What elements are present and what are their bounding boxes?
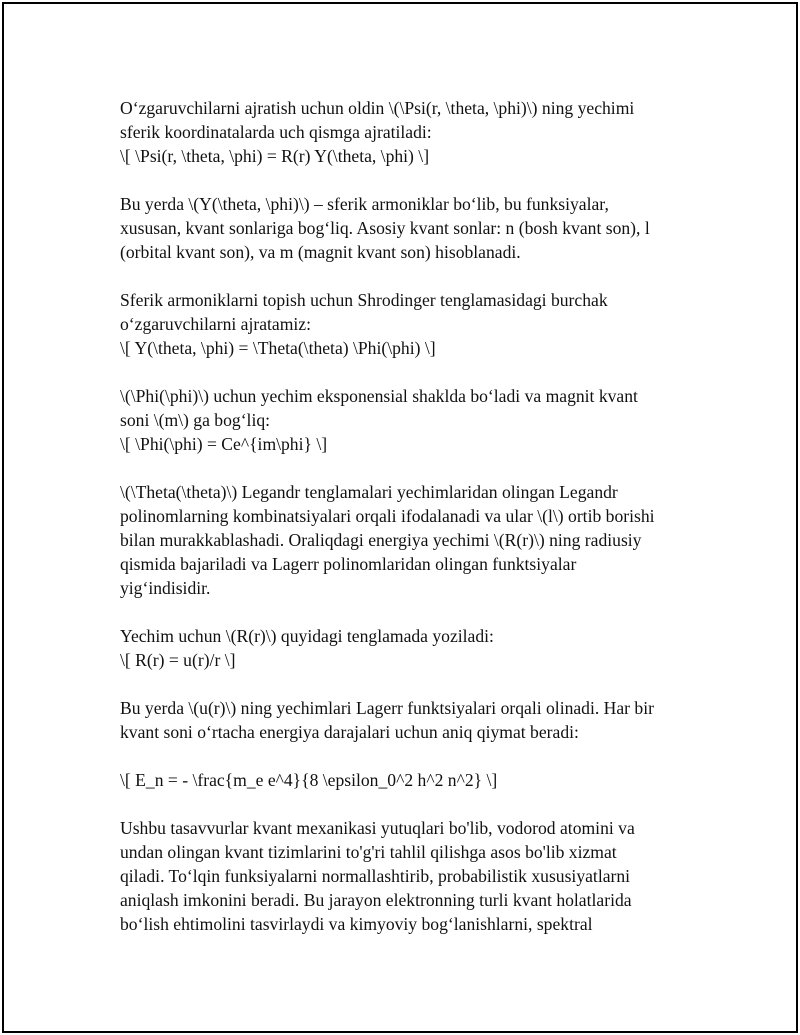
paragraph-energy-equation — [120, 768, 692, 792]
paragraph-spherical-harmonics — [120, 192, 692, 264]
equation-line: \[ Y(\theta, \phi) = \Theta(\theta) \Phi(\phi) \] — [120, 338, 436, 358]
text-line: \(\Theta(\theta)\) Legandr tenglamalari yechimlaridan olingan Legandr — [120, 482, 618, 502]
text-line: O‘zgaruvchilarni ajratish uchun oldin \(\Psi(r, \theta, \phi)\) ning yechimi — [120, 98, 635, 118]
text-line: bilan murakkablashadi. Oraliqdagi energiya yechimi \(R(r)\) ning radiusiy — [120, 530, 642, 550]
text-line: yig‘indisidir. — [120, 578, 211, 598]
text-line: (orbital kvant son), va m (magnit kvant son) hisoblanadi. — [120, 242, 521, 262]
paragraph-lagerr-functions — [120, 696, 692, 744]
text-line: o‘zgaruvchilarni ajratamiz: — [120, 314, 311, 334]
paragraph-angular-separation — [120, 288, 692, 360]
text-line: soni \(m\) ga bog‘liq: — [120, 410, 271, 430]
text-line: xususan, kvant sonlariga bog‘liq. Asosiy kvant sonlar: n (bosh kvant son), l — [120, 218, 650, 238]
text-line: qiladi. To‘lqin funksiyalarni normallashtirib, probabilistik xususiyatlarni — [120, 866, 631, 886]
paragraph-theta-solution — [120, 480, 692, 600]
text-line: qismida bajariladi va Lagerr polinomlaridan olingan funktsiyalar — [120, 554, 577, 574]
equation-line: \[ R(r) = u(r)/r \] — [120, 650, 236, 670]
text-line: sferik koordinatalarda uch qismga ajratiladi: — [120, 122, 432, 142]
paragraph-separation-intro — [120, 96, 692, 168]
text-line: Sferik armoniklarni topish uchun Shrodinger tenglamasidagi burchak — [120, 290, 608, 310]
page-frame — [2, 2, 798, 1033]
text-line: Bu yerda \(Y(\theta, \phi)\) – sferik armoniklar bo‘lib, bu funksiyalar, — [120, 194, 609, 214]
equation-line: \[ E_n = - \frac{m_e e^4}{8 \epsilon_0^2 h^2 n^2} \] — [120, 770, 498, 790]
paragraph-conclusion — [120, 816, 692, 936]
text-line: bo‘lish ehtimolini tasvirlaydi va kimyoviy bog‘lanishlarni, spektral — [120, 914, 593, 934]
text-line: Yechim uchun \(R(r)\) quyidagi tenglamada yoziladi: — [120, 626, 494, 646]
text-line: Bu yerda \(u(r)\) ning yechimlari Lagerr funktsiyalari orqali olinadi. Har bir — [120, 698, 654, 718]
equation-line: \[ \Psi(r, \theta, \phi) = R(r) Y(\theta, \phi) \] — [120, 146, 430, 166]
text-line: polinomlarning kombinatsiyalari orqali ifodalanadi va ular \(l\) ortib borishi — [120, 506, 655, 526]
text-line: Ushbu tasavvurlar kvant mexanikasi yutuqlari bo'lib, vodorod atomini va — [120, 818, 635, 838]
text-line: aniqlash imkonini beradi. Bu jarayon elektronning turli kvant holatlarida — [120, 890, 632, 910]
paragraph-phi-solution — [120, 384, 692, 456]
document-body — [120, 96, 692, 960]
text-line: \(\Phi(\phi)\) uchun yechim eksponensial shaklda bo‘ladi va magnit kvant — [120, 386, 638, 406]
text-line: kvant soni o‘rtacha energiya darajalari uchun aniq qiymat beradi: — [120, 722, 579, 742]
text-line: undan olingan kvant tizimlarini to'g'ri tahlil qilishga asos bo'lib xizmat — [120, 842, 617, 862]
equation-line: \[ \Phi(\phi) = Ce^{im\phi} \] — [120, 434, 328, 454]
paragraph-radial-equation — [120, 624, 692, 672]
